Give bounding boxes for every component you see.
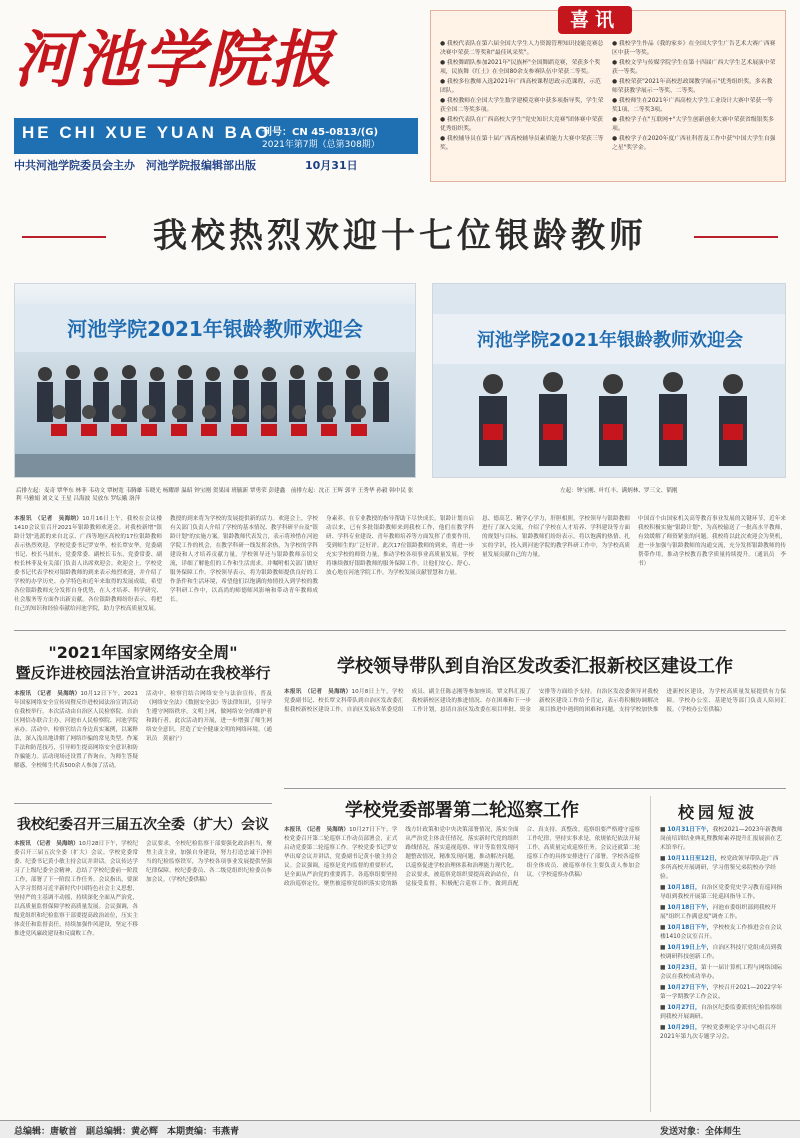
list-item: ● 我校辅导员在第十届广西高校辅导员素质能力大赛中荣获三等奖。 [440,136,604,151]
footer-audience: 发送对象：全体师生 [660,1127,742,1137]
list-item: ● 我校代表队在第六届全国大学生人力资源管理知识技能竞赛总决赛中荣获二等奖和"最佳风采奖"。 [440,41,604,56]
list-item: ● 我校代表队在广西高校大学生"党史知识大竞赛"团体赛中荣获优秀组织奖。 [440,117,603,132]
list-item: ● 我校舞蹈队参加2021年"民族杯"全国舞蹈竞赛，荣获多个奖项，民族舞《红土》在全国80余支参赛队伍中荣获二等奖。 [440,60,601,75]
good-news-list-right [612,40,778,154]
discipline-col2: 会议要求，全校纪检监察干部要强化政治担当，聚焦主责主业，加强自身建设，努力打造忠诚干净担当的纪检监察铁军，为学校各项事业发展提供坚强纪律保障。校纪委委员、各二级党组织纪检委员参加会议。（学校纪委供稿） [146,841,272,883]
list-item: ● 我校学子在2020年度广西社科普及工作中获"中国大学生自强之星"奖学金。 [612,136,776,151]
network-col1 [14,690,138,798]
list-item: ● 我校文学与传媒学院学生在第十四届广西大学生艺术展演中荣获一等奖。 [612,60,776,75]
group-photo-large [14,283,416,478]
section-divider [284,788,786,789]
list-item: ■ 10月11日至12日，校党政领导带队赴广西多所高校开展调研，学习借鉴兄弟院校办学经验。 [660,856,779,880]
inspection-body2: 会议要求，被巡察党组织要提高政治站位，自觉接受监督，积极配合巡察工作，做到真配合、真支持、真整改。巡察组要严格遵守巡察工作纪律，坚持实事求是，依规依纪依法开展工作，高质量完成巡察任务。会议还就第二轮巡察工作的具体安排进行了部署。学校各巡察组全体成员、被巡察单位主要负责人参加会议。（学校巡察办供稿） [405,827,640,887]
campus-byline: 本报讯 （记者 吴海纳） [284,689,352,695]
section-divider [14,803,272,804]
discipline-body: 10月28日下午，学校纪委召开三届五次全委（扩大）会议。学校党委常委、纪委书记黄小敏主持会议并讲话。会议传达学习了上级纪委全会精神，总结了学校纪委前一阶段工作，部署了下一阶段工作任务。会议指出，要深入学习贯彻习近平新时代中国特色社会主义思想，坚持严的主基调不动摇，持续深化全面从严治党，以高质量监督保障学校高质量发展。会议强调，各级党组织和纪检监察干部要提高政治站位，压实主体责任和监督责任，持续加强作风建设，坚定不移推进党风廉政建设和反腐败工作。 [14,841,138,937]
network-body: 10月12日下午，2021年国家网络安全宣传周暨反诈进校园法治宣讲活动在我校举行。本次活动由自治区人民检察院、自治区网信办联合主办，河池市人民检察院、河池学院承办。活动中，检察官结合身边真实案例，以案释法，深入浅出地讲解了网络诈骗的常见类型、作案手法和防范技巧，引导师生提高网络安全意识和防诈骗能力。活动现场还设置了咨询台，为师生答疑解惑。全校师生代表500余人参加了活动。 [14,691,138,769]
issn: 刊号：CN 45-0813/(G) [262,127,379,138]
lead-body: 10月16日上午，我校在会议楼1410会议室召开2021年银龄教师欢迎会。对我校新增"银龄计划"选派的来自北京、广西等地区高校的17位银龄教师表示热烈欢迎。学校党委书记罗安华，校长覃安华，党委副书记、校长马晨东，党委常委、副校长韦东，党委常委、副校长林菲及有关部门负责人出席欢迎会。欢迎会上，学校党委书记代表学校对银龄教师的到来表示热烈欢迎，并介绍了学校的办学历史、办学特色和近年来取得的发展成绩，希望各位银龄教师充分发挥自身优势，在人才培养、科学研究、社会服务等方面作出新贡献。各位银龄教师纷纷表示，将把自己的知识和经验奉献给河池学院，助力学校高质量发展。 [14,516,162,612]
photo2-banner: 河池学院2021年银龄教师欢迎会 [476,330,744,351]
lead-article-col3: 身素养，在专业教授的指导帮助下尽快成长。银龄计划自启动以来，已有多批银龄教师来到我校工作，他们在教学科研、学科专业建设、青年教师培养等方面发挥了重要作用，受到师生的广泛好评。此次17位银龄教师的到来，将进一步充实学校的师资力量，推动学校各项事业高质量发展。学校将继续做好银龄教师的服务保障工作，让他们安心、舒心、放心地在河池学院工作，为学校发展贡献智慧和力量。 [326,516,474,576]
group-photo-illustration [433,284,786,478]
list-item: ■ 10月31日下午，我校2021—2023年新教师岗前培训结业典礼暨教师素养提升汇报展演在艺术馆举行。 [660,827,783,851]
photo1-caption: 后排左起：麦奇 覃华东 林菲 韦功文 覃树宽 韦腾雄 韦晓光 杨耀群 温昭 钟宝刚 贺果园 班毓新 覃勇荣 彭建鑫 前排左起：沈正 王辉 郭平 王秀华 孙毅 韩中民 张利 马雅娟 刘文义 王星 吕海波 吴放东 罗纭娥 洛萍 [16,488,414,502]
discipline-byline: 本报讯 （记者 吴海纳） [14,841,79,847]
list-item: ■ 10月23日，第十一届计算机工程与网络国际会议在我校成功举办。 [660,965,783,980]
list-item: ● 我校师生在2021年广西高校大学生工业设计大赛中荣获一等奖1项、二等奖3项。 [612,98,773,113]
list-item: ■ 10月27日，自治区纪委监委派驻纪检监察组到我校开展调研。 [660,1005,783,1020]
list-item: ● 我校教师在全国大学生数学建模竞赛中获多项指导奖，学生荣获全国二等奖多项。 [440,98,604,113]
network-col2: 活动中，检察官结合网络安全与法治宣传，普及《网络安全法》《数据安全法》等法律知识，引导学生遵守网络秩序，文明上网，做网络安全的维护者和践行者。此次活动的开展，进一步增强了师生网络安全意识，营造了安全健康文明的网络环境。（通讯员 黄丽宁） [146,691,272,742]
discipline-title: 我校纪委召开三届五次全委（扩大）会议 [17,817,269,833]
network-byline: 本报讯 （记者 吴海纳） [14,691,81,697]
group-photo-small [432,283,786,478]
issue-date: 10月31日 [305,159,358,172]
inspection-article [284,826,640,1112]
list-item: ■ 10月18日下午，学校校友工作推进会在会议楼1410会议室召开。 [660,925,783,940]
lead-article-col4: 恳、德高艺、精学心学力，肝胆相照，学校领导与银龄教师进行了深入交流，介绍了学校在人才培养、学科建设等方面的规划与目标。银龄教师们纷纷表示，将以饱满的热情、扎实的学识，投入到河池学院的教学科研工作中，为学校高质量发展贡献自己的力量。 [482,516,630,558]
list-item: ● 我校学子在"互联网+"大学生创新创业大赛中荣获省级银奖多项。 [612,117,775,132]
discipline-col1 [14,840,138,1112]
lead-article-col2: 教授的到来将为学校的发展提供新的活力。欢迎会上，学校有关部门负责人介绍了学校的基本情况、教学科研平台及"银龄计划"的实施方案。银龄教师代表发言，表示将珍惜在河池学院工作的机会，在教学科研一线发挥余热，为学校的学科建设和人才培养贡献力量。学校领导还与银龄教师亲切交流，详细了解他们的工作和生活需求，并嘱咐相关部门做好服务保障工作。学校领导表示，将为银龄教师提供良好的工作条件和生活环境，希望他们以饱满的热情投入到学校的教学科研工作中，以高尚的师德师风影响和带动青年教师成长。 [170,516,318,603]
good-news-tag: 喜讯 [558,6,632,34]
lead-byline: 本报讯 （记者 吴海纳） [14,516,83,522]
network-subtitle: 暨反诈进校园法治宣讲活动在我校举行 [15,664,271,682]
footer-editors: 总编辑：唐敏首 副总编辑：黄必辉 本期责编：韦燕青 [14,1127,240,1137]
issue-number: 2021年第7期（总第308期） [262,140,380,150]
photo2-caption: 左起：钟宝刚、叶红丰、满炳林、罗三文、韬刚 [560,488,678,494]
list-item: ■ 10月19日上午，自治区科技厅党组成员到我校调研科技创新工作。 [660,945,783,960]
network-title: "2021年国家网络安全周" [48,643,238,662]
lead-article-col5: 中国首个由国家机关高等教育事业发展的关键环节，近年来我校积极实施"银龄计划"，为高校输送了一批高水平教师，有效缓解了师资紧张的问题。我校将以此次欢迎会为契机，进一步加强与银龄教师的沟通交流，充分发挥银龄教师的传帮带作用，推动学校教育教学质量持续提升。（通讯员 李书） [638,516,786,567]
briefs-title: 校园短波 [677,803,758,822]
briefs-list [660,826,784,1112]
sponsor-line: 中共河池学院委员会主办 河池学院报编辑部出版 [14,159,256,172]
campus-body: 10月8日上午，学校党委副书记、校长覃文科带队到自治区发改委汇报我校新校区建设工作，自治区发展改革委党组成员、副主任陈志刚等参加座谈。覃文科汇报了我校新校区建设的推进情况、存在困难和下一步工作计划，恳请自治区发改委在项目审批、资金安排等方面给予支持。自治区发改委领导对我校新校区建设工作给予肯定，表示将积极协调解决项目推进中遇到的困难和问题，支持学校加快推进新校区建设，为学校高质量发展提供有力保障。学校办公室、基建处等部门负责人陪同汇报。（学校办公室供稿） [284,689,786,713]
list-item: ● 我校荣获"2021年高校思政课教学展示"优秀组织奖，多名教师荣获教学展示一等奖、二等奖。 [612,79,773,94]
photo1-banner: 河池学院2021年银龄教师欢迎会 [67,317,363,341]
good-news-list-left [440,40,606,154]
inspection-body: 10月27日下午，学校党委召开第二轮巡察工作动员部署会，正式启动党委第二轮巡察工作。学校党委书记罗安华出席会议并讲话，党委副书记黄小敏主持会议。会议强调，巡察是党内监督的重要形式，是全面从严治党的重要抓手。各巡察组要坚持政治巡察定位，聚焦被巡察党组织落实党的路线方针政策和党中央决策部署情况，落实全面从严治党主体责任情况，落实新时代党的组织路线情况，落实巡视巡察、审计等监督发现问题整改情况，精准发现问题，推动解决问题，以巡察促进学校治理体系和治理能力现代化。 [284,827,519,887]
list-item: ■ 10月18日，自治区党委党史学习教育巡回指导组到我校开展第三轮巡回指导工作。 [660,885,783,900]
masthead-pinyin: HE CHI XUE YUAN BAO [22,123,272,142]
list-item: ■ 10月27日下午，学校召开2021—2022学年第一学期教学工作会议。 [660,985,783,1000]
inspection-byline: 本报讯 （记者 吴海纳） [284,827,350,833]
list-item: ● 我校学生作品《我的家乡》在全国大学生广告艺术大赛广西赛区中获一等奖。 [612,41,776,56]
section-divider [14,630,786,631]
group-photo-illustration [15,284,416,478]
list-item: ■ 10月18日下午，河池市委组织部到我校开展"组织工作满意度"调查工作。 [660,905,777,920]
inspection-title: 学校党委部署第二轮巡察工作 [345,800,579,821]
campus-title: 学校领导带队到自治区发改委汇报新校区建设工作 [337,656,733,677]
masthead-title: 河池学院报 [14,23,335,96]
campus-article [284,688,786,782]
lead-article-col1 [14,515,162,625]
list-item: ■ 10月29日，学校党委理论学习中心组召开2021年第九次专题学习会。 [660,1025,777,1040]
list-item: ● 我校多位教师入选2021年广西高校课程思政示范课程、示范团队。 [440,79,601,94]
main-headline: 我校热烈欢迎十七位银龄教师 [153,216,647,256]
